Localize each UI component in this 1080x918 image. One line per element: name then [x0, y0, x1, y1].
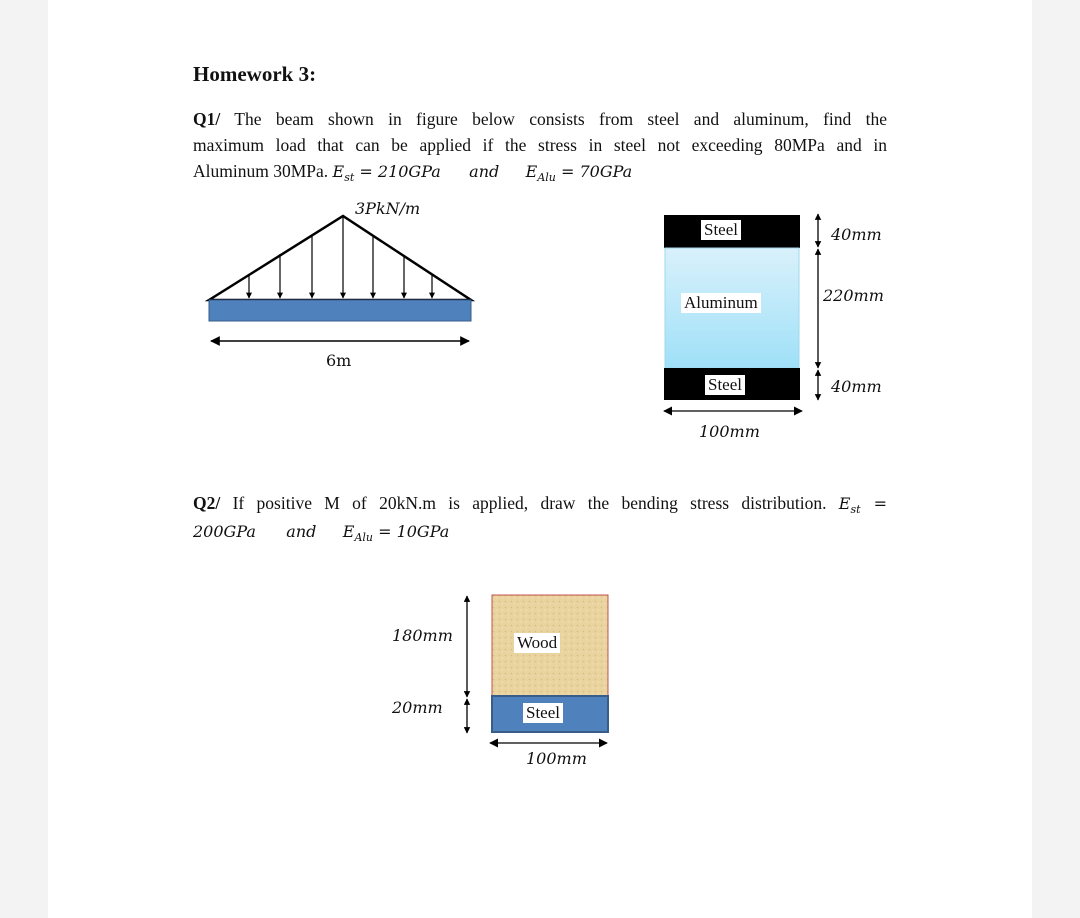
q2-bottom-dim: 20mm [392, 698, 443, 717]
q2-e-alu: $E_{Alu} = 10GPa$ [342, 522, 450, 544]
q1-bottom-dim: 40mm [831, 377, 882, 396]
q1-steel-bottom-label: Steel [705, 375, 745, 395]
q2-e-st: $E_{st}$ = [838, 494, 888, 516]
q1-e-alu: $E_{Alu} = 70GPa$ [525, 162, 633, 184]
q1-line-2: maximum load that can be applied if the stress in steel not exceeding 80MPa and in [193, 135, 887, 155]
q1-aluminum-label: Aluminum [681, 293, 761, 313]
homework-title: Homework 3: [193, 62, 317, 86]
q2-line-2 [193, 518, 887, 551]
q1-and: and [469, 162, 500, 181]
load-intensity-label: 3PkN/m [355, 199, 421, 218]
q2-e-st-value: 200GPa [193, 522, 256, 541]
q1-line-1-text: The beam shown in figure below consists from steel and aluminum, find the [234, 109, 887, 129]
q1-steel-top-label: Steel [701, 220, 741, 240]
q1-line-3-text: Aluminum 30MPa. [193, 161, 329, 181]
span-length-label: 6m [326, 351, 352, 370]
beam [209, 300, 471, 321]
q1-width-dim: 100mm [699, 422, 760, 441]
q1-top-dim: 40mm [831, 225, 882, 244]
q1-e-st: $E_{st} = 210GPa$ [332, 162, 441, 184]
q2-top-dim: 180mm [392, 626, 453, 645]
q1-beam-figure [209, 216, 471, 341]
q2-line-1-text: If positive M of 20kN.m is applied, draw the bending stress distribution. [232, 493, 827, 513]
q1-label: Q1/ [193, 109, 221, 129]
q2-label: Q2/ [193, 493, 221, 513]
q2-steel-label: Steel [523, 703, 563, 723]
q2-width-dim: 100mm [526, 749, 587, 768]
q2-and: and [286, 522, 317, 541]
q2-wood-label: Wood [514, 633, 560, 653]
q1-middle-dim: 220mm [823, 286, 884, 305]
